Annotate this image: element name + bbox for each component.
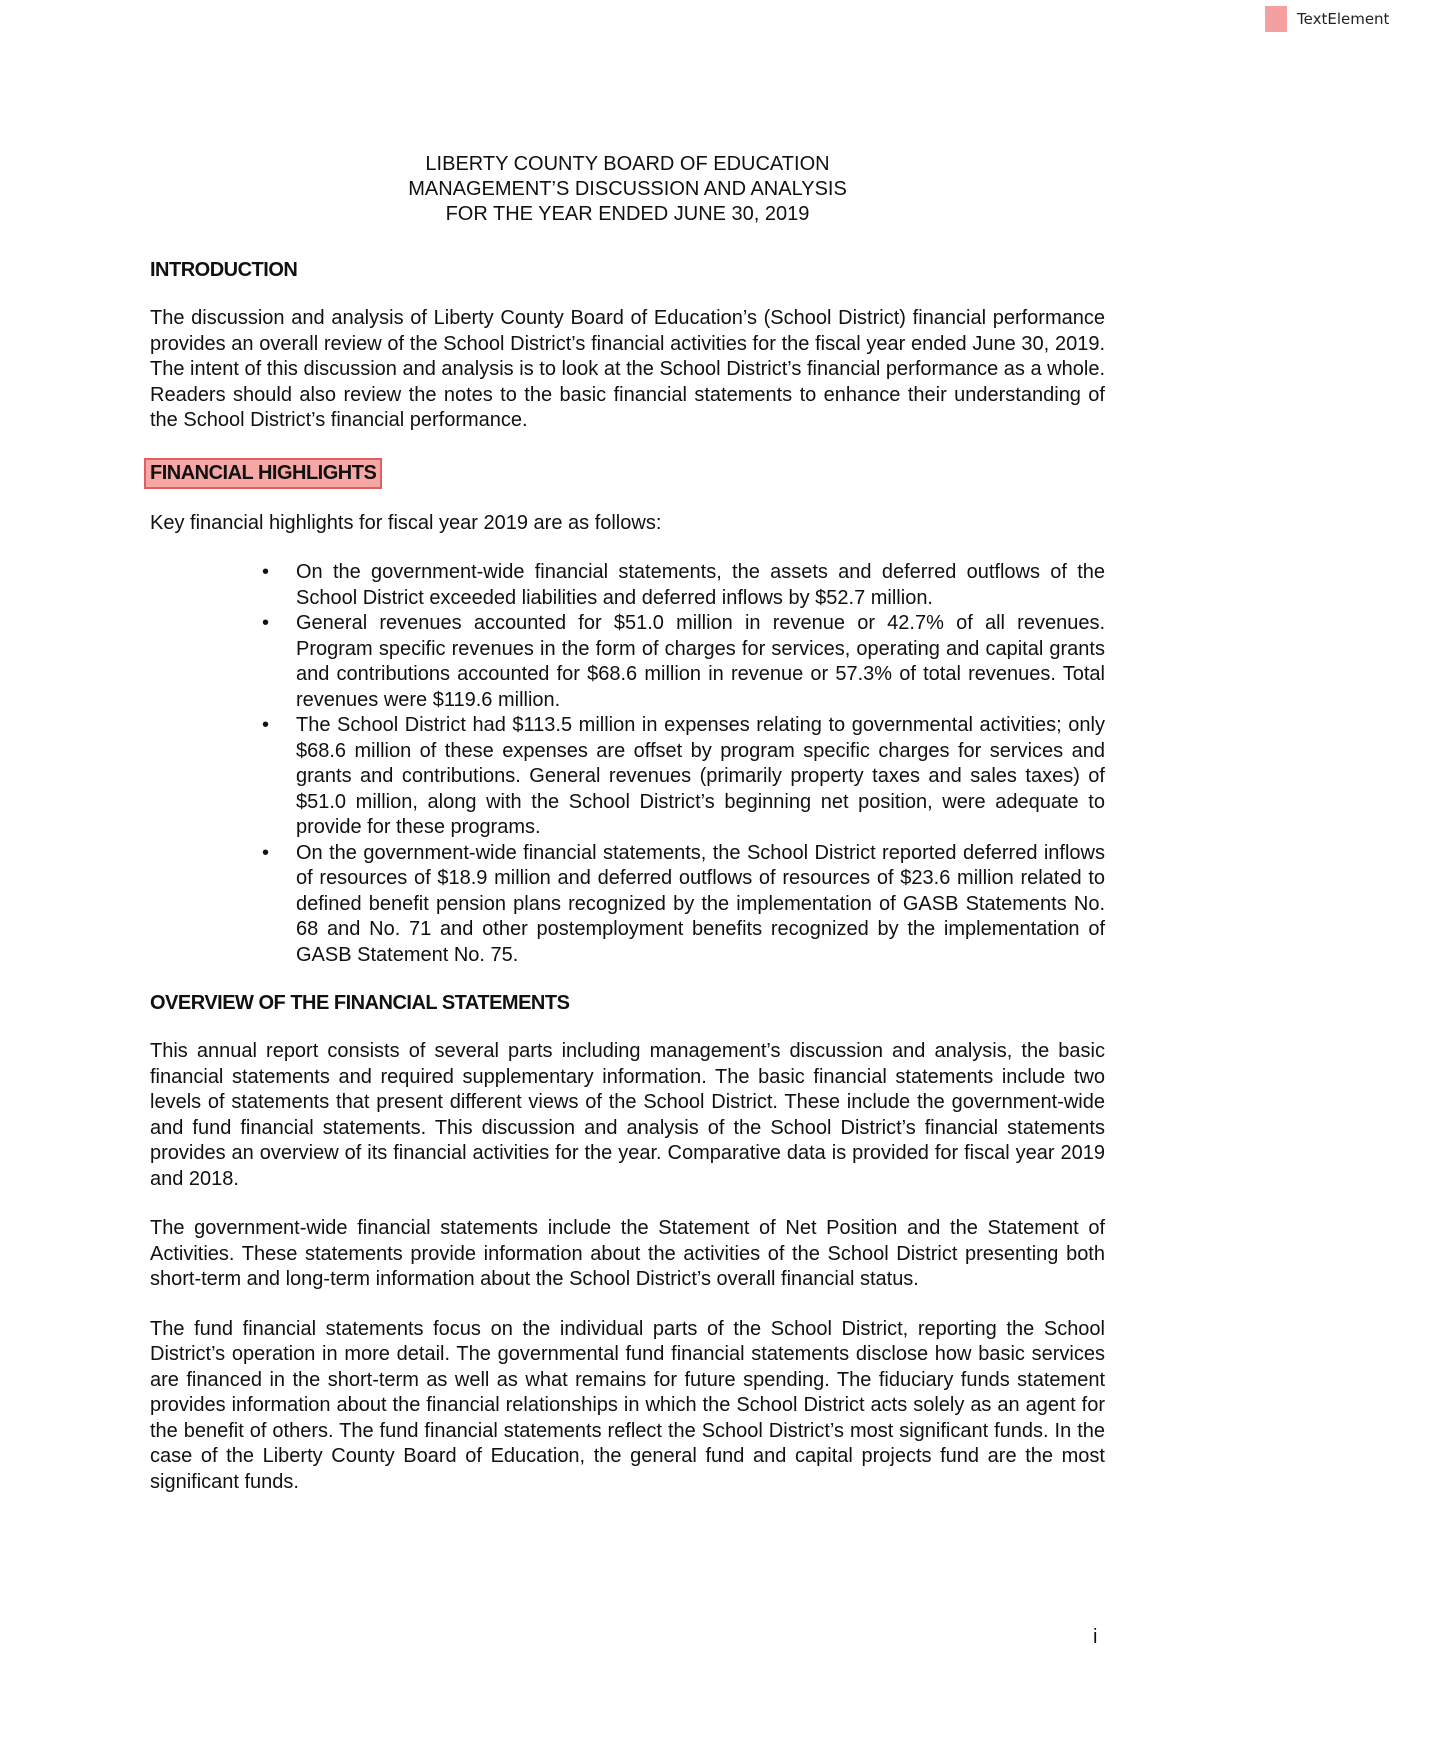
document-header	[150, 152, 1105, 227]
introduction-heading: INTRODUCTION	[150, 259, 298, 281]
highlights-list	[150, 560, 1105, 968]
overview-paragraph-3: The fund financial statements focus on the individual parts of the School District, reporting the School District’s operation in more detail. The governmental fund financial statements disclose how basic services are financed in the short-term as well as what remains for future spending. The fiduciary funds statement provides information about the financial relationships in which the School District acts solely as an agent for the benefit of others. The fund financial statements reflect the School District’s most significant funds. In the case of the Liberty County Board of Education, the general fund and capital projects fund are the most significant funds.	[150, 1317, 1105, 1493]
annotation-legend	[1265, 6, 1389, 32]
legend-label: TextElement	[1297, 10, 1390, 28]
highlight-item: • The School District had $113.5 million in expenses relating to governmental activities; only $68.6 million of these expenses are offset by program specific charges for services and grants and contributions. General revenues (primarily property taxes and sales taxes) of $51.0 million, along with the School District’s beginning net position, were adequate to provide for these programs.	[296, 713, 1105, 841]
highlight-item: • On the government-wide financial statements, the assets and deferred outflows of the School District exceeded liabilities and deferred inflows by $52.7 million.	[296, 560, 1105, 611]
header-line-2: MANAGEMENT’S DISCUSSION AND ANALYSIS	[408, 178, 847, 200]
page-number: i	[1093, 1626, 1098, 1648]
highlight-item: • General revenues accounted for $51.0 million in revenue or 42.7% of all revenues. Program specific revenues in the form of charges for services, operating and capital grants and contributions accounted for $68.6 million in revenue or 57.3% of total revenues. Total revenues were $119.6 million.	[296, 611, 1105, 713]
financial-highlights-heading-wrapper	[150, 458, 1105, 489]
header-line-1: LIBERTY COUNTY BOARD OF EDUCATION	[425, 153, 830, 175]
legend-swatch	[1265, 6, 1287, 32]
overview-paragraph-2: The government-wide financial statements include the Statement of Net Position and the Statement of Activities. These statements provide information about the activities of the School District presenting both short-term and long-term information about the School District’s overall financial status.	[150, 1217, 1105, 1290]
header-line-3: FOR THE YEAR ENDED JUNE 30, 2019	[445, 203, 810, 225]
highlights-intro: Key financial highlights for fiscal year 2019 are as follows:	[150, 511, 662, 534]
financial-highlights-heading: FINANCIAL HIGHLIGHTS	[144, 458, 382, 489]
overview-heading: OVERVIEW OF THE FINANCIAL STATEMENTS	[150, 992, 570, 1014]
highlight-item: • On the government-wide financial statements, the School District reported deferred inflows of resources of $18.9 million and deferred outflows of resources of $23.6 million related to defined benefit pension plans recognized by the implementation of GASB Statements No. 68 and No. 71 and other postemployment benefits recognized by the implementation of GASB Statement No. 75.	[296, 841, 1105, 969]
overview-paragraph-1: This annual report consists of several parts including management’s discussion and analysis, the basic financial statements and required supplementary information. The basic financial statements include two levels of statements that present different views of the School District. These include the government-wide and fund financial statements. This discussion and analysis of the School District’s financial statements provides an overview of its financial activities for the year. Comparative data is provided for fiscal year 2019 and 2018.	[150, 1040, 1105, 1190]
document-page	[150, 152, 1105, 1495]
introduction-paragraph: The discussion and analysis of Liberty County Board of Education’s (School District) financial performance provides an overall review of the School District’s financial activities for the fiscal year ended June 30, 2019. The intent of this discussion and analysis is to look at the School District’s financial performance as a whole. Readers should also review the notes to the basic financial statements to enhance their understanding of the School District’s financial performance.	[150, 307, 1105, 431]
